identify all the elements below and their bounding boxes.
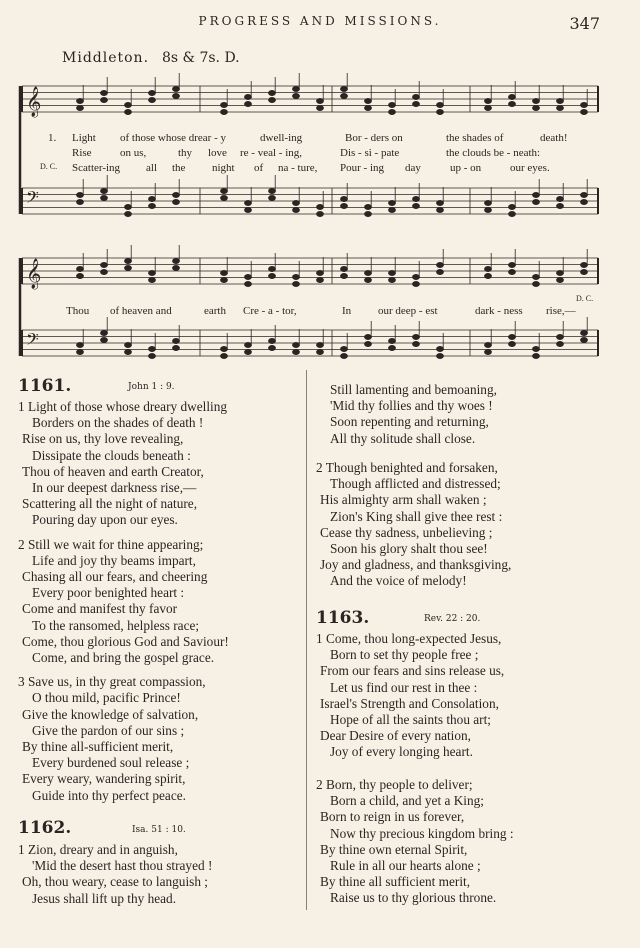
note-head: [509, 270, 516, 275]
note-head: [293, 208, 300, 213]
note-head: [293, 343, 300, 348]
hymn-line: Give the knowledge of salvation,: [22, 706, 199, 722]
note-head: [173, 339, 180, 344]
note-head: [413, 335, 420, 340]
note-head: [509, 205, 516, 210]
note-head: [125, 266, 132, 271]
note-head: [245, 102, 252, 107]
note-head: [413, 102, 420, 107]
hymn-line: Rule in all our hearts alone ;: [330, 858, 481, 873]
lyric: Scatter-ing: [72, 162, 121, 174]
lyric: earth: [204, 305, 226, 317]
note-head: [389, 208, 396, 213]
hymn-line: Raise us to thy glorious throne.: [330, 890, 497, 906]
lyric: rise,—: [546, 305, 576, 317]
note-head: [509, 212, 516, 217]
note-head: [101, 331, 108, 336]
note-head: [389, 271, 396, 276]
note-head: [221, 271, 228, 276]
note-head: [341, 197, 348, 202]
hymn-number: 1162.: [18, 818, 72, 838]
note-head: [581, 338, 588, 343]
lyric: dark - ness: [475, 305, 523, 317]
note-head: [365, 278, 372, 283]
note-head: [365, 271, 372, 276]
note-head: [101, 338, 108, 343]
lyric: night: [212, 162, 235, 174]
note-head: [389, 278, 396, 283]
note-head: [533, 282, 540, 287]
note-head: [101, 91, 108, 96]
note-head: [437, 201, 444, 206]
note-head: [101, 98, 108, 103]
note-head: [221, 196, 228, 201]
note-head: [101, 189, 108, 194]
note-head: [173, 87, 180, 92]
note-head: [269, 196, 276, 201]
note-head: [269, 339, 276, 344]
note-head: [317, 212, 324, 217]
note-head: [317, 350, 324, 355]
hymn-line: All thy solitude shall close.: [330, 430, 476, 446]
note-head: [269, 91, 276, 96]
note-head: [389, 103, 396, 108]
lyric: the clouds be - neath:: [446, 147, 541, 159]
note-head: [509, 342, 516, 347]
note-head: [557, 204, 564, 209]
dc-marker: D. C.: [576, 294, 594, 303]
lyric: Light: [72, 132, 96, 144]
hymn-line: 2 Still we wait for thine appearing;: [18, 536, 204, 552]
note-head: [317, 99, 324, 104]
note-head: [221, 189, 228, 194]
hymn-line: 'Mid the desert hast thou strayed !: [32, 858, 213, 874]
note-head: [413, 95, 420, 100]
note-head: [485, 343, 492, 348]
lyric: our deep - est: [378, 305, 438, 317]
note-head: [173, 94, 180, 99]
note-head: [581, 110, 588, 115]
note-head: [581, 331, 588, 336]
note-head: [533, 275, 540, 280]
note-head: [125, 343, 132, 348]
note-head: [485, 267, 492, 272]
note-head: [77, 267, 84, 272]
note-head: [389, 201, 396, 206]
note-head: [485, 106, 492, 111]
note-head: [125, 350, 132, 355]
note-head: [101, 263, 108, 268]
hymn-line: Zion's King shall give thee rest :: [330, 508, 503, 524]
hymn-line: Born to reign in us forever,: [320, 809, 465, 825]
hymn-line: Soon his glory shalt thou see!: [330, 541, 488, 556]
hymn-line: Hope of all the saints thou art;: [330, 712, 492, 727]
note-head: [509, 95, 516, 100]
verse-number: 1.: [48, 132, 57, 144]
note-head: [149, 91, 156, 96]
hymn-line: Rise on us, thy love revealing,: [22, 431, 184, 447]
note-head: [557, 278, 564, 283]
note-head: [413, 197, 420, 202]
hymn-line: And the voice of melody!: [330, 573, 467, 589]
note-head: [341, 347, 348, 352]
lyric: thy: [178, 147, 193, 159]
note-head: [173, 259, 180, 264]
hymn-line: 1 Zion, dreary and in anguish,: [18, 842, 178, 857]
note-head: [557, 99, 564, 104]
hymn-line: Come, thou glorious God and Saviour!: [22, 633, 229, 649]
music-score: [0, 0, 640, 370]
note-head: [245, 275, 252, 280]
tune-name: Middleton.: [62, 50, 150, 66]
note-head: [317, 205, 324, 210]
hymn-line: 1 Come, thou long-expected Jesus,: [316, 631, 502, 646]
note-head: [77, 106, 84, 111]
hymn-line: From our fears and sins release us,: [320, 663, 505, 679]
lyric: love: [208, 147, 227, 159]
hymn-line: Now thy precious kingdom bring :: [330, 825, 514, 841]
lyric: day: [405, 162, 421, 174]
note-head: [125, 259, 132, 264]
hymn-line: By thine all-sufficient merit,: [22, 739, 174, 754]
hymn-line: Come, and bring the gospel grace.: [32, 650, 215, 665]
note-head: [101, 270, 108, 275]
lyric: re - veal - ing,: [240, 147, 302, 159]
note-head: [557, 271, 564, 276]
note-head: [245, 350, 252, 355]
note-head: [149, 98, 156, 103]
note-head: [149, 347, 156, 352]
scripture-ref: Isa. 51 : 10.: [132, 825, 186, 835]
lyric: Thou: [66, 305, 90, 317]
lyric: of those whose drear - y: [120, 132, 226, 144]
note-head: [293, 87, 300, 92]
note-head: [221, 347, 228, 352]
hymn-line: Jesus shall lift up thy head.: [32, 890, 177, 906]
lyric: dwell-ing: [260, 132, 303, 144]
note-head: [245, 208, 252, 213]
note-head: [485, 274, 492, 279]
note-head: [293, 94, 300, 99]
note-head: [341, 267, 348, 272]
hymn-line: 'Mid thy follies and thy woes !: [330, 398, 493, 414]
note-head: [557, 106, 564, 111]
hymn-line: Cease thy sadness, unbelieving ;: [320, 524, 493, 540]
lyric: up - on: [450, 162, 482, 174]
note-head: [437, 347, 444, 352]
note-head: [125, 205, 132, 210]
tune-meter: 8s & 7s. D.: [162, 50, 240, 66]
note-head: [581, 200, 588, 205]
hymn-line: Oh, thou weary, cease to languish ;: [22, 874, 208, 890]
lyric: of: [254, 162, 264, 174]
note-head: [269, 267, 276, 272]
note-head: [437, 354, 444, 359]
note-head: [149, 197, 156, 202]
lyric: the: [172, 162, 186, 174]
note-head: [413, 342, 420, 347]
note-head: [533, 99, 540, 104]
hymn-line: Though afflicted and distressed;: [330, 476, 501, 492]
lyric: death!: [540, 132, 568, 144]
note-head: [125, 103, 132, 108]
note-head: [293, 350, 300, 355]
note-head: [509, 335, 516, 340]
note-head: [557, 342, 564, 347]
note-head: [341, 204, 348, 209]
note-head: [269, 346, 276, 351]
note-head: [149, 271, 156, 276]
hymn-line: Chasing all our fears, and cheering: [22, 569, 208, 584]
lyric: the shades of: [446, 132, 504, 144]
note-head: [365, 342, 372, 347]
dc-marker: D. C.: [40, 162, 58, 171]
note-head: [125, 110, 132, 115]
hymn-line: In our deepest darkness rise,—: [32, 480, 197, 495]
column-divider: [306, 370, 307, 910]
note-head: [485, 201, 492, 206]
note-head: [485, 99, 492, 104]
note-head: [221, 354, 228, 359]
note-head: [293, 201, 300, 206]
note-head: [221, 110, 228, 115]
hymn-line: Every poor benighted heart :: [32, 585, 185, 601]
hymn-line: Guide into thy perfect peace.: [32, 787, 186, 803]
note-head: [341, 274, 348, 279]
note-head: [77, 343, 84, 348]
hymn-line: By thine own eternal Spirit,: [320, 841, 468, 857]
note-head: [173, 200, 180, 205]
note-head: [485, 350, 492, 355]
note-head: [245, 95, 252, 100]
note-head: [149, 204, 156, 209]
hymn-line: Borders on the shades of death !: [32, 415, 204, 431]
scripture-ref: Rev. 22 : 20.: [424, 614, 481, 624]
hymn-number: 1163.: [316, 608, 370, 628]
note-head: [437, 208, 444, 213]
note-head: [365, 212, 372, 217]
note-head: [509, 102, 516, 107]
lyric: Rise: [72, 147, 92, 159]
lyric: In: [342, 305, 352, 317]
note-head: [437, 270, 444, 275]
hymn-line: Born a child, and yet a King;: [330, 793, 484, 809]
hymn-number: 1161.: [18, 376, 72, 396]
hymn-line: Thou of heaven and earth Creator,: [22, 463, 204, 479]
hymn-line: Come and manifest thy favor: [22, 601, 178, 617]
note-head: [557, 197, 564, 202]
hymn-line: 2 Born, thy people to deliver;: [316, 777, 473, 792]
note-head: [389, 339, 396, 344]
note-head: [581, 263, 588, 268]
hymn-line: O thou mild, pacific Prince!: [32, 690, 181, 706]
hymn-line: Soon repenting and returning,: [330, 414, 489, 430]
hymn-line: Dear Desire of every nation,: [320, 728, 471, 744]
hymn-line: Joy of every longing heart.: [330, 744, 473, 760]
hymn-line: Born to set thy people free ;: [330, 647, 479, 663]
note-head: [77, 200, 84, 205]
note-head: [581, 193, 588, 198]
note-head: [269, 189, 276, 194]
running-title: PROGRESS AND MISSIONS.: [198, 14, 442, 28]
note-head: [437, 263, 444, 268]
note-head: [413, 204, 420, 209]
hymn-line: Scattering all the night of nature,: [22, 496, 198, 512]
hymn-line: 1 Light of those whose dreary dwelling: [18, 399, 228, 414]
note-head: [245, 282, 252, 287]
hymn-line: Joy and gladness, and thanksgiving,: [320, 557, 512, 573]
hymn-line: 3 Save us, in thy great compassion,: [18, 674, 206, 690]
note-head: [413, 275, 420, 280]
lyric: Pour - ing: [340, 162, 384, 174]
note-head: [269, 274, 276, 279]
note-head: [269, 98, 276, 103]
note-head: [365, 335, 372, 340]
note-head: [77, 193, 84, 198]
note-head: [317, 271, 324, 276]
note-head: [341, 94, 348, 99]
note-head: [317, 106, 324, 111]
note-head: [533, 347, 540, 352]
note-head: [317, 343, 324, 348]
note-head: [173, 193, 180, 198]
note-head: [293, 275, 300, 280]
lyric: of heaven and: [110, 305, 172, 317]
note-head: [341, 87, 348, 92]
note-head: [77, 99, 84, 104]
note-head: [149, 354, 156, 359]
note-head: [125, 212, 132, 217]
lyric: all: [146, 162, 157, 174]
note-head: [533, 200, 540, 205]
scripture-ref: John 1 : 9.: [128, 382, 175, 392]
bass-clef-icon: 𝄢: [26, 187, 39, 211]
hymn-line: Let us find our rest in thee :: [330, 679, 478, 695]
hymn-line: His almighty arm shall waken ;: [320, 492, 487, 508]
note-head: [341, 354, 348, 359]
lyric: on us,: [120, 147, 147, 159]
hymn-line: Every weary, wandering spirit,: [22, 771, 186, 787]
lyric: Bor - ders on: [345, 132, 403, 144]
note-head: [149, 278, 156, 283]
treble-clef-icon: 𝄞: [26, 87, 42, 117]
hymn-line: Dissipate the clouds beneath :: [32, 447, 191, 463]
note-head: [245, 343, 252, 348]
hymn-line: Still lamenting and bemoaning,: [330, 382, 497, 397]
note-head: [293, 282, 300, 287]
note-head: [581, 270, 588, 275]
note-head: [389, 110, 396, 115]
note-head: [317, 278, 324, 283]
note-head: [533, 106, 540, 111]
lyric: na - ture,: [278, 162, 318, 174]
treble-clef-icon: 𝄞: [26, 259, 42, 289]
lyric: Cre - a - tor,: [243, 305, 297, 317]
bass-clef-icon: 𝄢: [26, 329, 39, 353]
note-head: [533, 354, 540, 359]
hymn-line: To the ransomed, helpless race;: [32, 617, 200, 633]
hymn-line: Every burdened soul release ;: [32, 755, 190, 771]
note-head: [485, 208, 492, 213]
note-head: [581, 103, 588, 108]
note-head: [413, 282, 420, 287]
hymn-line: Israel's Strength and Consolation,: [320, 695, 499, 711]
note-head: [221, 278, 228, 283]
note-head: [365, 106, 372, 111]
note-head: [77, 274, 84, 279]
hymn-line: Give the pardon of our sins ;: [32, 722, 185, 738]
note-head: [557, 335, 564, 340]
note-head: [173, 266, 180, 271]
note-head: [245, 201, 252, 206]
hymn-line: By thine all sufficient merit,: [320, 874, 471, 890]
page-number: 347: [569, 14, 600, 33]
hymn-line: Life and joy thy beams impart,: [32, 552, 196, 568]
note-head: [437, 110, 444, 115]
hymn-line: Pouring day upon our eyes.: [32, 512, 178, 528]
note-head: [533, 193, 540, 198]
note-head: [101, 196, 108, 201]
hymn-line: 2 Though benighted and forsaken,: [316, 460, 498, 475]
note-head: [365, 205, 372, 210]
note-head: [437, 103, 444, 108]
lyric: our eyes.: [510, 162, 550, 174]
note-head: [389, 346, 396, 351]
note-head: [77, 350, 84, 355]
note-head: [173, 346, 180, 351]
note-head: [509, 263, 516, 268]
lyric: Dis - si - pate: [340, 147, 400, 159]
note-head: [221, 103, 228, 108]
note-head: [365, 99, 372, 104]
